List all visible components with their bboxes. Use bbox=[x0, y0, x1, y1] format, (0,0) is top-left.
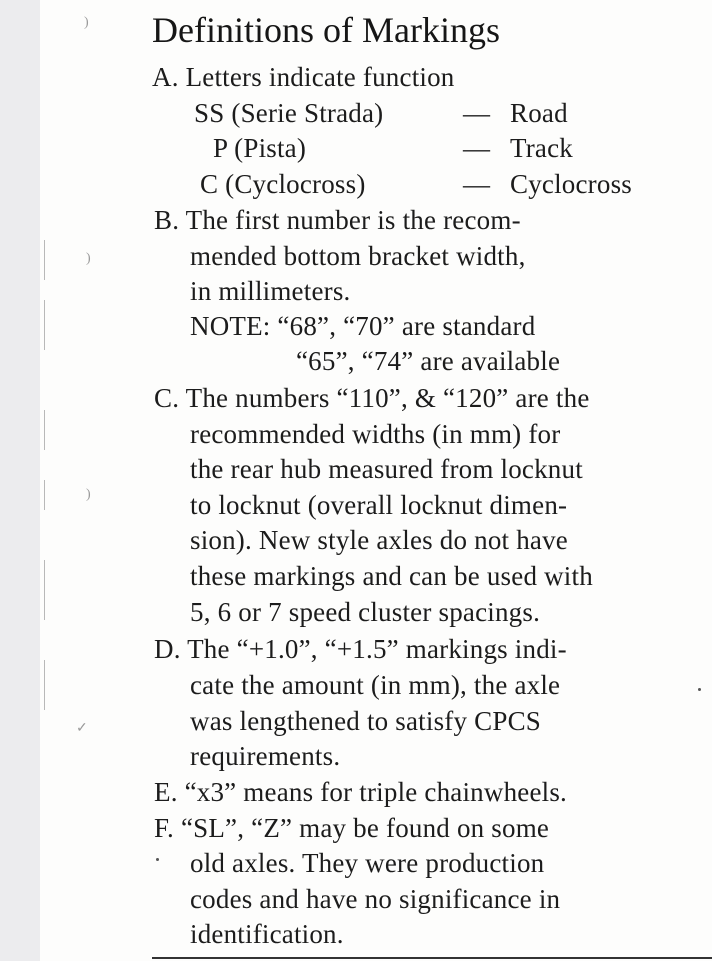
section-c-line: sion). New style axles do not have bbox=[190, 525, 568, 555]
margin-mark-1: ) bbox=[84, 15, 89, 30]
page-title: Definitions of Markings bbox=[152, 10, 500, 50]
section-f-line: old axles. They were production bbox=[190, 848, 545, 878]
margin-mark-4: ✓ bbox=[76, 721, 88, 736]
section-f-line: F. “SL”, “Z” may be found on some bbox=[154, 813, 550, 843]
section-d-line: cate the amount (in mm), the axle bbox=[190, 670, 561, 700]
speck-1 bbox=[156, 858, 159, 861]
section-c-line: 5, 6 or 7 speed cluster spacings. bbox=[190, 597, 541, 627]
marking-dash: — bbox=[463, 133, 491, 163]
margin-rule-6 bbox=[44, 660, 45, 710]
margin-rule-3 bbox=[44, 410, 45, 450]
bottom-divider bbox=[152, 957, 712, 959]
section-b-note: NOTE: “68”, “70” are standard bbox=[190, 311, 536, 341]
marking-code: SS (Serie Strada) bbox=[194, 98, 384, 128]
section-e-line: E. “x3” means for triple chainwheels. bbox=[154, 777, 567, 807]
section-f-line: codes and have no significance in bbox=[190, 884, 561, 914]
section-c-line: these markings and can be used with bbox=[190, 561, 593, 591]
margin-rule-5 bbox=[44, 560, 45, 620]
marking-code: C (Cyclocross) bbox=[200, 169, 366, 199]
margin-mark-2: ) bbox=[86, 251, 91, 266]
margin-rule-4 bbox=[44, 480, 45, 510]
section-b-line: B. The first number is the recom- bbox=[154, 205, 521, 235]
section-c-line: recommended widths (in mm) for bbox=[190, 419, 561, 449]
section-d-line: requirements. bbox=[190, 741, 341, 771]
marking-code: P (Pista) bbox=[213, 133, 307, 163]
speck-2 bbox=[698, 688, 701, 691]
margin-rule-2 bbox=[44, 300, 45, 350]
margin-mark-3: ) bbox=[86, 487, 91, 502]
section-b-note: “65”, “74” are available bbox=[296, 346, 561, 376]
section-d-line: D. The “+1.0”, “+1.5” markings indi- bbox=[154, 634, 567, 664]
margin-rule-1 bbox=[44, 240, 45, 280]
marking-dash: — bbox=[463, 98, 491, 128]
section-c-line: C. The numbers “110”, & “120” are the bbox=[154, 383, 590, 413]
marking-meaning: Road bbox=[510, 98, 568, 128]
section-c-line: to locknut (overall locknut dimen- bbox=[190, 490, 568, 520]
section-d-line: was lengthened to satisfy CPCS bbox=[190, 706, 541, 736]
section-b-line: mended bottom bracket width, bbox=[190, 241, 526, 271]
marking-meaning: Cyclocross bbox=[510, 169, 632, 199]
marking-dash: — bbox=[463, 169, 491, 199]
section-a-intro: A. Letters indicate function bbox=[152, 62, 455, 92]
section-f-line: identification. bbox=[190, 919, 344, 949]
section-c-line: the rear hub measured from locknut bbox=[190, 454, 583, 484]
marking-meaning: Track bbox=[510, 133, 574, 163]
left-gutter bbox=[0, 0, 40, 961]
section-b-line: in millimeters. bbox=[190, 276, 351, 306]
